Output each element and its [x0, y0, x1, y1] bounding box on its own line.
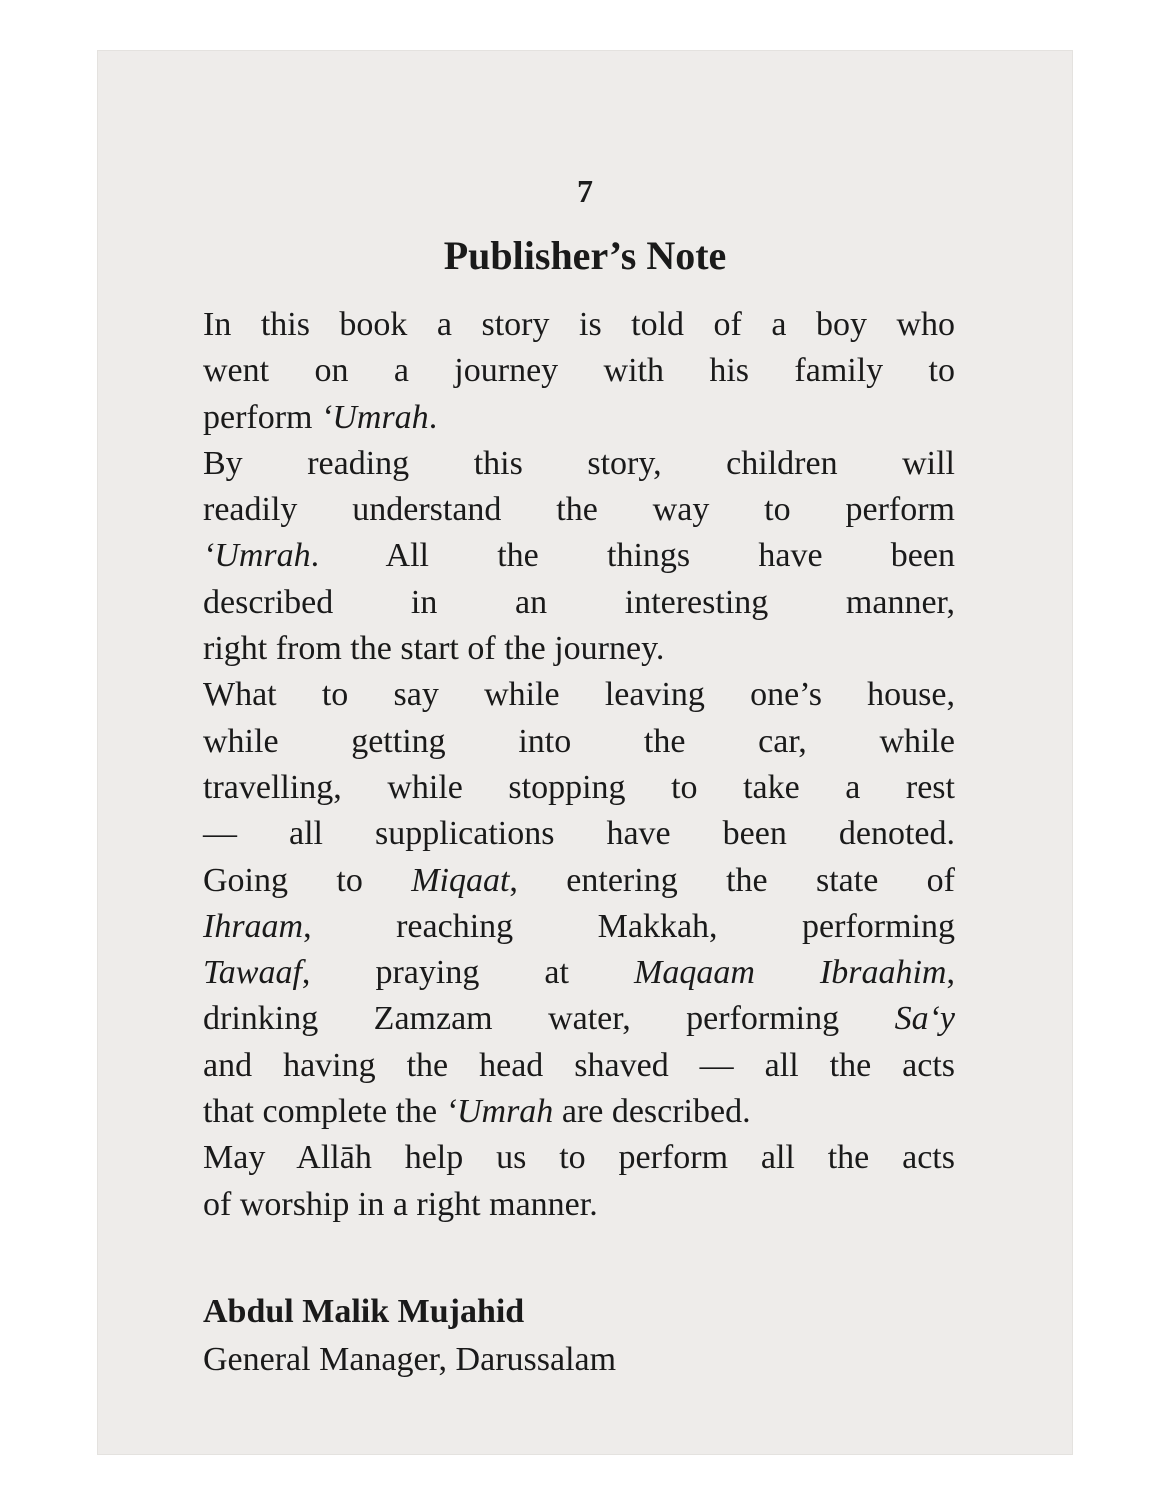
text-run: , entering the state of — [509, 861, 955, 899]
text-line — [203, 626, 955, 672]
italic-term: Sa‘y — [894, 1000, 955, 1038]
text-line — [203, 348, 955, 394]
text-run: , reaching Makkah, performing — [303, 907, 955, 945]
signature-role: General Manager, Darussalam — [203, 1341, 617, 1378]
italic-term: ‘Umrah — [203, 537, 311, 575]
italic-term: ‘Umrah — [445, 1093, 554, 1131]
text-run: right from the start of the journey. — [203, 630, 665, 668]
italic-term: Maqaam Ibraahim — [634, 954, 947, 992]
text-run: , praying at — [301, 954, 634, 992]
text-line — [203, 580, 955, 626]
italic-term: Miqaat — [411, 861, 510, 899]
book-page — [97, 50, 1073, 1455]
text-line — [203, 811, 955, 857]
text-run: described in an interesting manner, — [203, 583, 955, 621]
text-line — [203, 1135, 955, 1181]
text-line — [203, 1043, 955, 1089]
italic-term: Ihraam — [203, 907, 304, 945]
text-run: travelling, while stopping to take a rest — [203, 768, 955, 806]
text-run: drinking Zamzam water, performing — [203, 1000, 895, 1038]
text-line — [203, 858, 955, 904]
text-line — [203, 533, 955, 579]
text-run: May Allāh help us to perform all the acts — [203, 1139, 955, 1177]
page-title: Publisher’s Note — [443, 233, 727, 278]
text-line — [203, 950, 955, 996]
text-run: . All the things have been — [310, 537, 955, 575]
text-line — [203, 395, 955, 441]
text-run: of worship in a right manner. — [203, 1185, 598, 1223]
text-run: and having the head shaved — all the acts — [203, 1046, 955, 1084]
text-line — [203, 719, 955, 765]
text-line — [203, 904, 955, 950]
text-run: Going to — [203, 861, 412, 899]
signature-name: Abdul Malik Mujahid — [203, 1293, 525, 1330]
text-line — [203, 1182, 955, 1228]
signature-block — [203, 1288, 963, 1384]
text-line — [203, 487, 955, 533]
text-run: that complete the — [203, 1093, 446, 1131]
text-run: By reading this story, children will — [203, 444, 955, 482]
text-line — [203, 765, 955, 811]
text-run: — all supplications have been denoted. — [203, 815, 955, 853]
text-run: readily understand the way to perform — [203, 491, 955, 529]
text-line — [203, 672, 955, 718]
text-run: are described. — [553, 1093, 751, 1131]
text-run: In this book a story is told of a boy who — [203, 306, 955, 343]
text-run: perform — [203, 398, 322, 436]
text-line — [203, 996, 955, 1042]
text-line — [203, 441, 955, 487]
text-line — [203, 1089, 955, 1135]
text-run: What to say while leaving one’s house, — [203, 676, 955, 714]
text-run: while getting into the car, while — [203, 722, 955, 760]
text-run: . — [428, 398, 438, 436]
text-line — [203, 302, 955, 348]
italic-term: Tawaaf — [203, 954, 302, 992]
italic-term: ‘Umrah — [321, 398, 429, 436]
note-body — [203, 302, 955, 1228]
page-number: 7 — [577, 173, 593, 209]
text-run: went on a journey with his family to — [203, 352, 955, 390]
text-run: , — [946, 954, 955, 992]
